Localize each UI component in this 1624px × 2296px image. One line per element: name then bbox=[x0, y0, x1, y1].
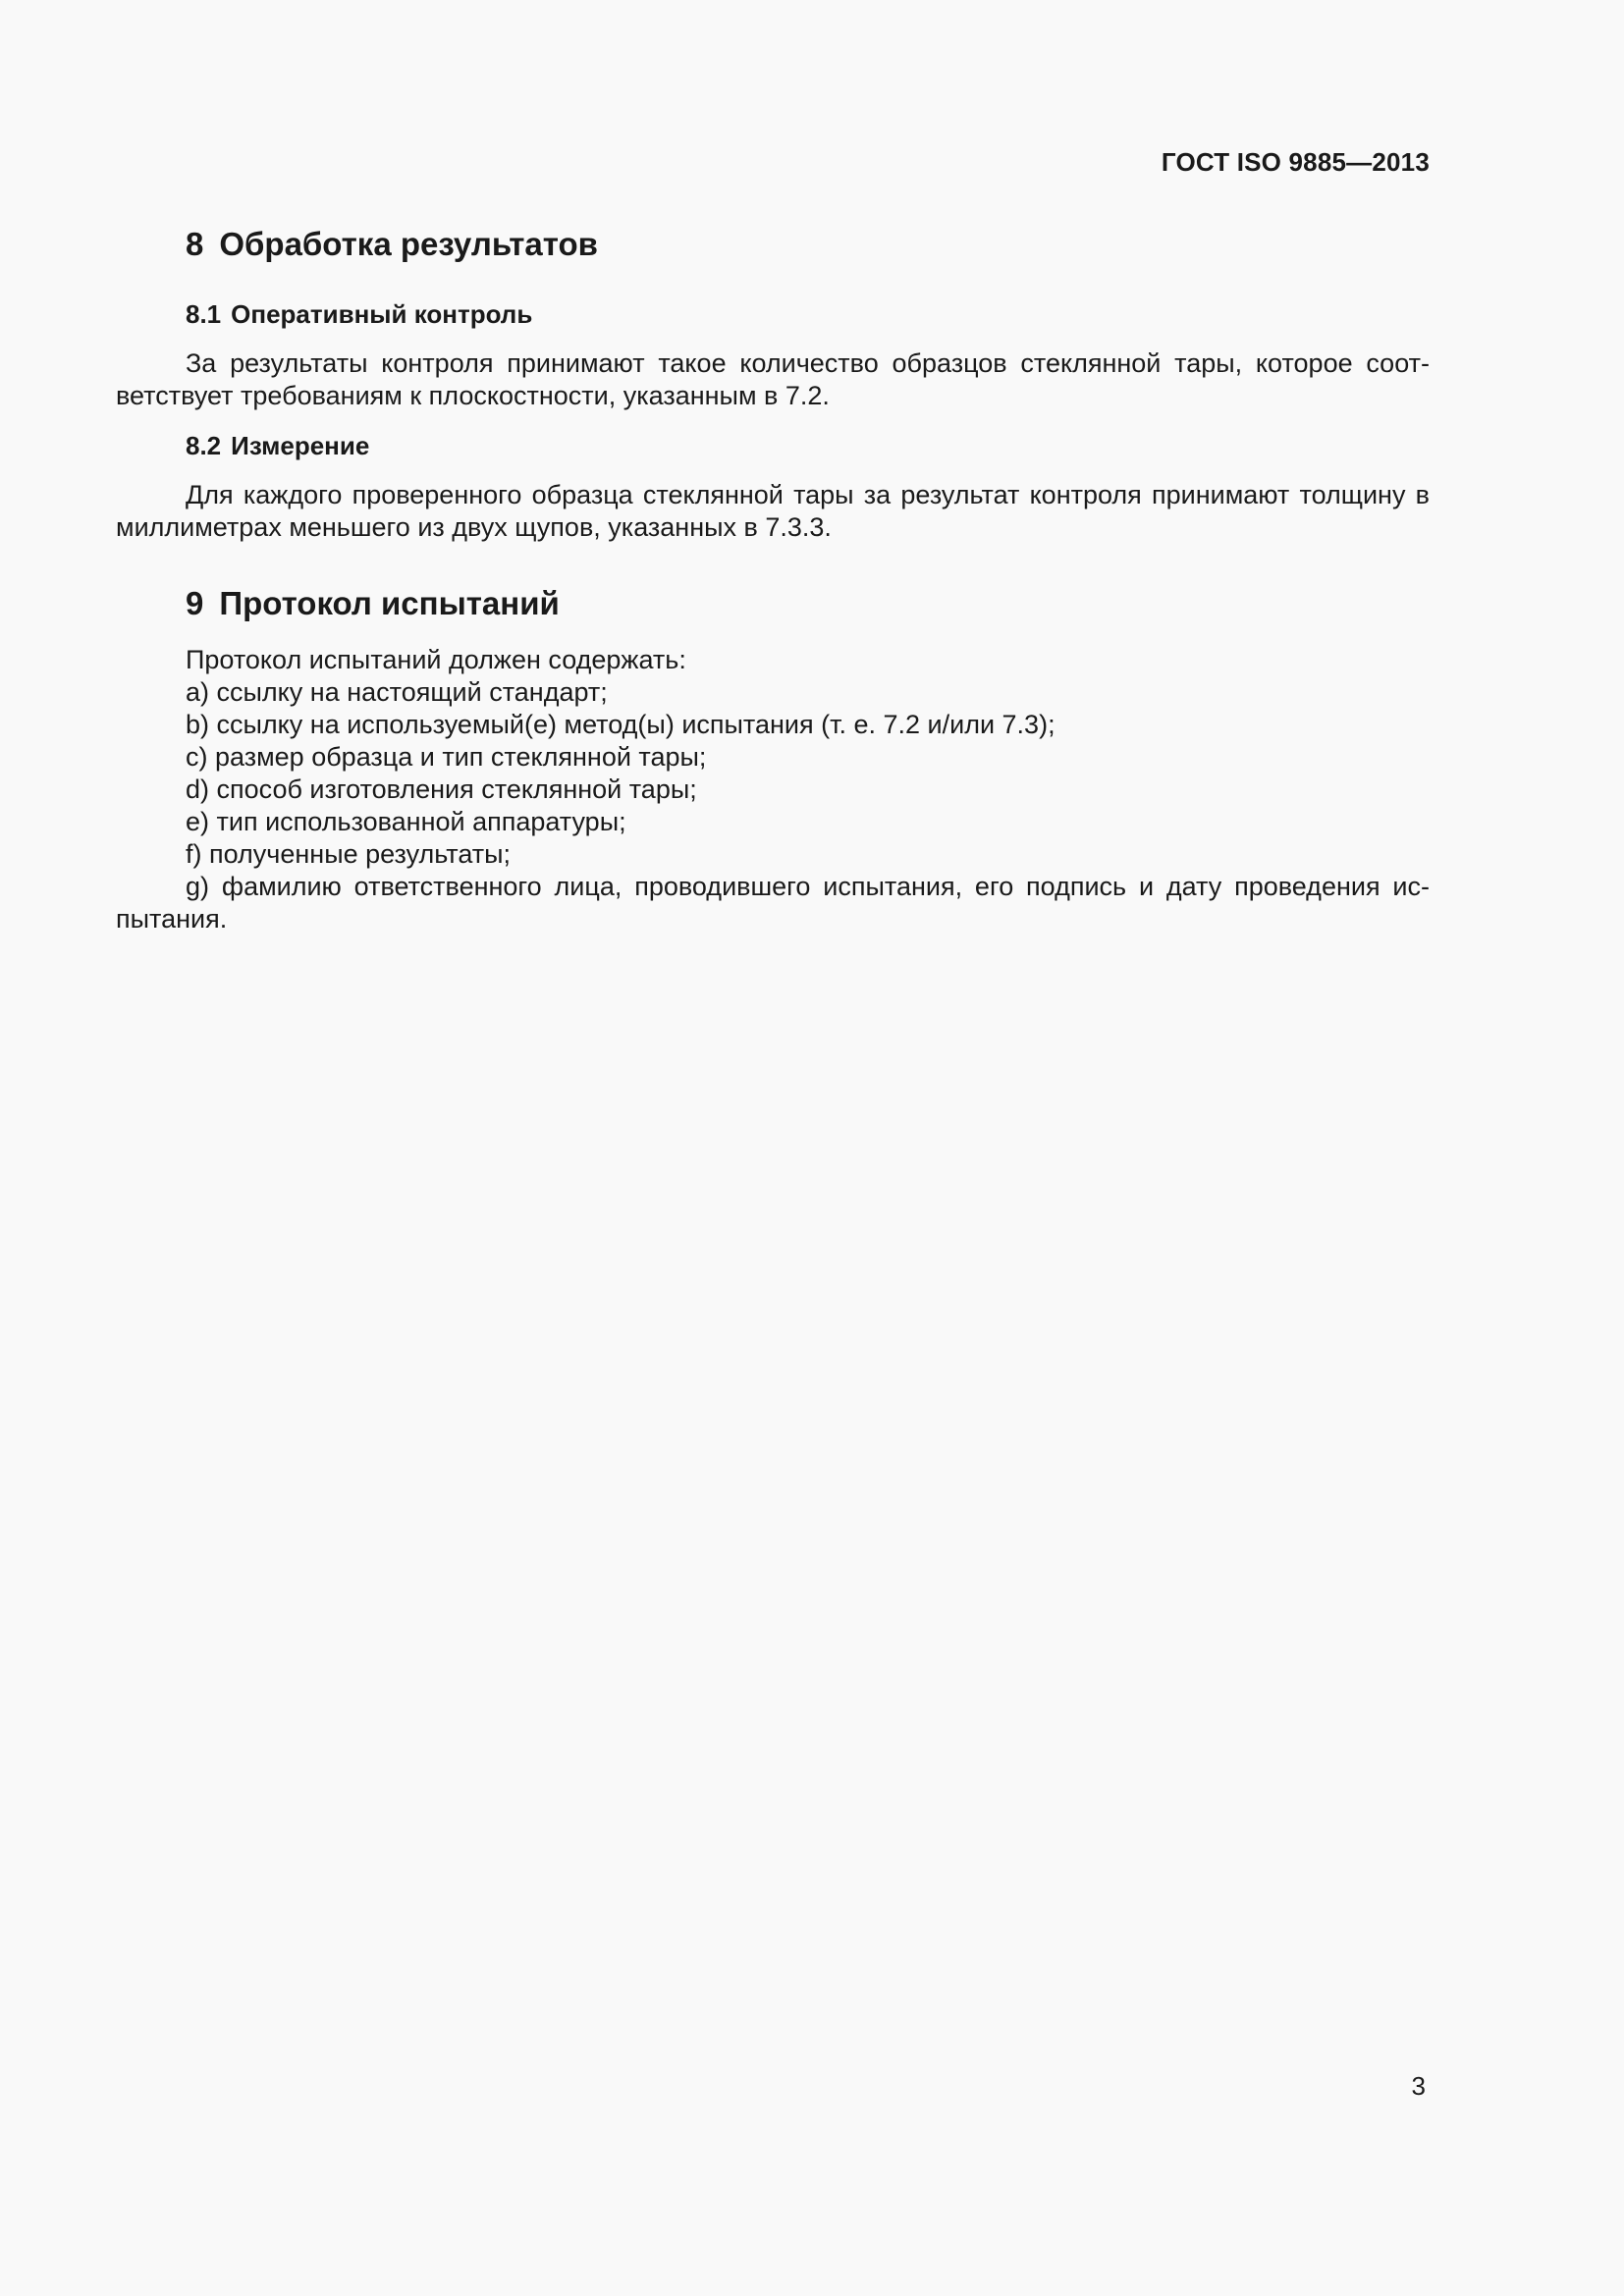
subsection-title: Оперативный контроль bbox=[231, 299, 533, 329]
list-item: d) способ изготовления стеклянной тары; bbox=[186, 774, 697, 804]
list-item: c) размер образца и тип стеклянной тары; bbox=[186, 742, 707, 772]
section-number: 8 bbox=[186, 226, 204, 262]
subsection-8-1-text: За результаты контроля принимают такое количество образцов стеклянной тары, которое соответствует требованиям к плоскостности, указанным в 7.2. bbox=[116, 348, 1430, 410]
subsection-8-1-heading bbox=[116, 294, 1430, 334]
page-content bbox=[116, 218, 1430, 935]
list-item: f) полученные результаты; bbox=[186, 839, 512, 869]
section-number: 9 bbox=[186, 585, 204, 621]
section-8-heading bbox=[116, 218, 1430, 271]
protocol-intro: Протокол испытаний должен содержать: bbox=[186, 645, 686, 674]
list-item: e) тип использованной аппаратуры; bbox=[186, 807, 626, 836]
subsection-number: 8.1 bbox=[186, 299, 222, 329]
section-title: Обработка результатов bbox=[219, 226, 598, 262]
subsection-number: 8.2 bbox=[186, 431, 222, 460]
list-item: g) фамилию ответственного лица, проводившего испытания, его подпись и дату проведения испытания. bbox=[116, 872, 1430, 934]
section-title: Протокол испытаний bbox=[219, 585, 560, 621]
section-9-heading bbox=[116, 577, 1430, 630]
document-code-header: ГОСТ ISO 9885—2013 bbox=[1161, 147, 1430, 177]
subsection-8-2-text: Для каждого проверенного образца стеклянной тары за результат контроля принимают толщину в миллиметрах меньшего из двух щупов, указанных в 7.3.3. bbox=[116, 480, 1430, 542]
page-number: 3 bbox=[1411, 2071, 1426, 2101]
subsection-title: Измерение bbox=[231, 431, 370, 460]
subsection-8-2-heading bbox=[116, 426, 1430, 465]
list-item: a) ссылку на настоящий стандарт; bbox=[186, 677, 608, 707]
list-item: b) ссылку на используемый(е) метод(ы) испытания (т. е. 7.2 и/или 7.3); bbox=[186, 710, 1056, 739]
